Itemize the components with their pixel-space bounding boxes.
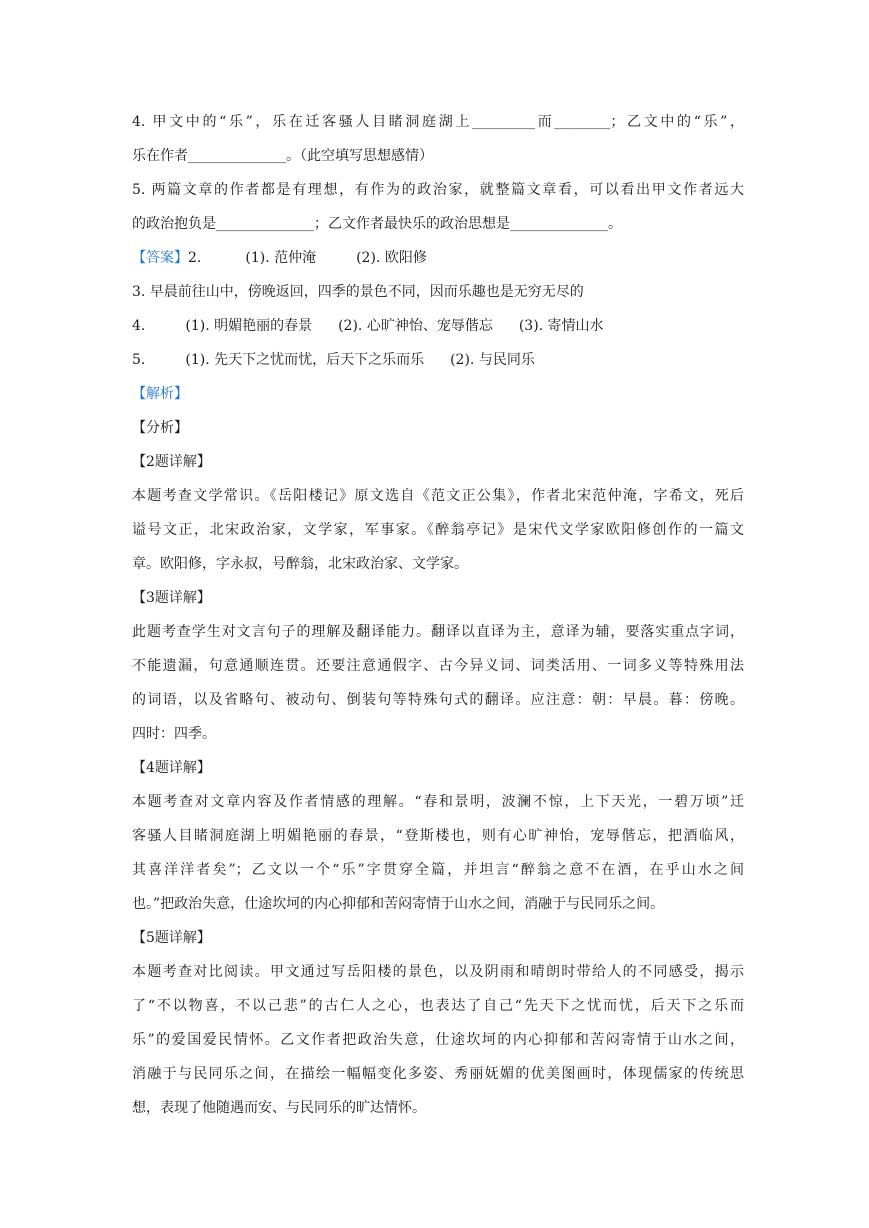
detail-4-title: 【4题详解】 <box>132 760 211 776</box>
detail-3-line: 的词语，以及省略句、被动句、倒装句等特殊句式的翻译。应注意：朝：早晨。暮：傍晚。 <box>132 692 744 708</box>
detail-5-title: 【5题详解】 <box>132 930 211 946</box>
answer-2-number: 2. <box>188 250 202 266</box>
answer-2-part-1: (1). 范仲淹 <box>245 250 317 266</box>
answer-4-part-2: (2). 心旷神怡、宠辱偕忘 <box>338 318 493 334</box>
question-4-line-1: 4. 甲文中的“乐”，乐在迁客骚人目睹洞庭湖上_________而________；乙文中的“乐”， <box>132 114 744 130</box>
detail-2-line: 章。欧阳修，字永叔，号醉翁，北宋政治家、文学家。 <box>132 556 468 572</box>
question-4-line-2: 乐在作者______________。（此空填写思想感情） <box>132 148 433 164</box>
answer-5-number: 5. <box>132 352 146 368</box>
answer-line-4 <box>132 316 604 336</box>
question-5-line-2: 的政治抱负是______________；乙文作者最快乐的政治思想是______________。 <box>132 216 622 232</box>
answer-4-number: 4. <box>132 318 146 334</box>
answer-4-part-1: (1). 明媚艳丽的春景 <box>185 318 313 334</box>
question-5-line-1: 5. 两篇文章的作者都是有理想，有作为的政治家，就整篇文章看，可以看出甲文作者远大 <box>132 182 744 198</box>
answer-line-5 <box>132 350 535 370</box>
detail-3-title: 【3题详解】 <box>132 590 211 606</box>
answer-5-part-1: (1). 先天下之忧而忧，后天下之乐而乐 <box>185 352 425 368</box>
detail-3-line: 四时：四季。 <box>132 726 216 742</box>
detail-4-line: 本题考查对文章内容及作者情感的理解。“春和景明，波澜不惊，上下天光，一碧万顷”迁 <box>132 794 744 810</box>
detail-4-line: 客骚人目睹洞庭湖上明媚艳丽的春景，“登斯楼也，则有心旷神怡，宠辱偕忘，把酒临风， <box>132 828 744 844</box>
answer-5-part-2: (2). 与民同乐 <box>450 352 535 368</box>
detail-2-title: 【2题详解】 <box>132 454 211 470</box>
analysis-tag: 【解析】 <box>132 386 188 402</box>
analysis-heading: 【分析】 <box>132 420 188 436</box>
detail-5-line: 消融于与民同乐之间，在描绘一幅幅变化多姿、秀丽妩媚的优美图画时，体现儒家的传统思 <box>132 1066 744 1082</box>
answer-3: 3. 早晨前往山中，傍晚返回，四季的景色不同，因而乐趣也是无穷无尽的 <box>132 284 584 300</box>
detail-5-line: 乐”的爱国爱民情怀。乙文作者把政治失意，仕途坎坷的内心抑郁和苦闷寄情于山水之间， <box>132 1032 744 1048</box>
detail-5-line: 本题考查对比阅读。甲文通过写岳阳楼的景色，以及阴雨和晴朗时带给人的不同感受，揭示 <box>132 964 744 980</box>
detail-2-line: 本题考查文学常识。《岳阳楼记》原文选自《范文正公集》，作者北宋范仲淹，字希文，死后 <box>132 488 744 504</box>
detail-3-line: 此题考查学生对文言句子的理解及翻译能力。翻译以直译为主，意译为辅，要落实重点字词， <box>132 624 744 640</box>
detail-4-line: 其喜洋洋者矣”；乙文以一个“乐”字贯穿全篇，并坦言“醉翁之意不在酒，在乎山水之间 <box>132 862 744 878</box>
detail-4-line: 也。”把政治失意，仕途坎坷的内心抑郁和苦闷寄情于山水之间，消融于与民同乐之间。 <box>132 896 665 912</box>
answer-tag: 【答案】 <box>132 250 188 266</box>
detail-3-line: 不能遗漏，句意通顺连贯。还要注意通假字、古今异义词、词类活用、一词多义等特殊用法 <box>132 658 744 674</box>
answer-line-2 <box>132 248 427 268</box>
detail-5-line: 了“不以物喜，不以己悲”的古仁人之心，也表达了自己“先天下之忧而忧，后天下之乐而 <box>132 998 744 1014</box>
detail-2-line: 谥号文正，北宋政治家，文学家，军事家。《醉翁亭记》是宋代文学家欧阳修创作的一篇文 <box>132 522 744 538</box>
answer-4-part-3: (3). 寄情山水 <box>518 318 604 334</box>
detail-5-line: 想，表现了他随遇而安、与民同乐的旷达情怀。 <box>132 1100 426 1116</box>
answer-2-part-2: (2). 欧阳修 <box>356 250 427 266</box>
